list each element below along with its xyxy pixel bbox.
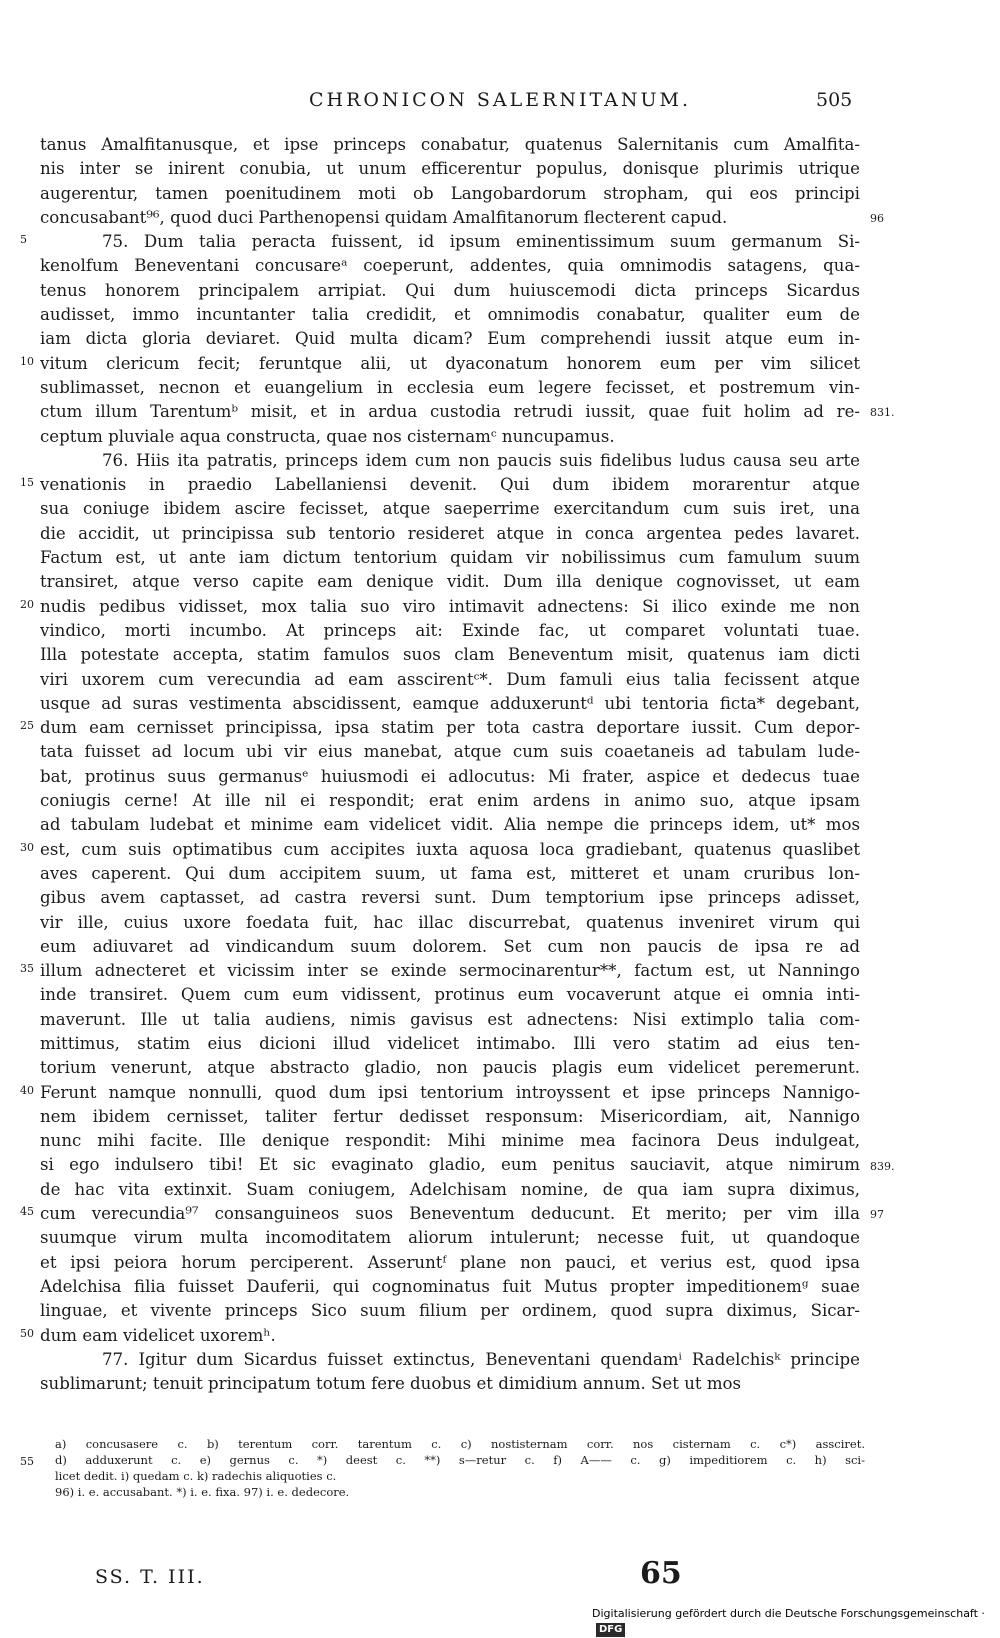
text-line: dum eam cernisset principissa, ipsa statim per tota castra deportare iussit. Cum depor- [40, 718, 860, 738]
text-line: 75. Dum talia peracta fuissent, id ipsum eminentissimum suum germanum Si- [102, 232, 860, 252]
text-line: est, cum suis optimatibus cum accipites iuxta aquosa loca gradiebant, quatenus quaslibet [40, 839, 860, 859]
footnotes [55, 1436, 865, 1500]
main-text [40, 133, 860, 1396]
text-line: nunc mihi facite. Ille denique respondit: Mihi minime mea facinora Deus indulgeat, [40, 1131, 860, 1151]
footnote-line: d) adduxerunt c. e) gernus c. *) deest c. **) s—retur c. f) A—— c. g) impeditiorem c. h) sci- [55, 1453, 865, 1467]
line-number: 25 [20, 719, 34, 733]
text-line: ceptum pluviale aqua constructa, quae nos cisternamᶜ nuncupamus. [40, 426, 615, 446]
text-line: inde transiret. Quem cum eum vidissent, protinus eum vocaverunt atque ei omnia inti- [40, 985, 860, 1005]
text-line: iam dicta gloria deviaret. Quid multa dicam? Eum comprehendi iussit atque eum in- [40, 329, 860, 349]
text-line: sublimasset, necnon et euangelium in ecclesia eum legere fecisset, et postremum vin- [40, 377, 860, 397]
text-line: venationis in praedio Labellaniensi devenit. Qui dum ibidem morarentur atque [40, 475, 860, 495]
text-line: illum adnecteret et vicissim inter se exinde sermocinarentur**, factum est, ut Nanningo [40, 961, 860, 981]
line-number: 15 [20, 476, 34, 490]
footnote-line: licet dedit. i) quedam c. k) radechis aliquoties c. [55, 1469, 337, 1483]
line-number: 30 [20, 840, 34, 854]
text-line: Adelchisa filia fuisset Dauferii, qui cognominatus fuit Mutus propter impeditionemᵍ suae [40, 1276, 860, 1296]
footnote-line: 96) i. e. accusabant. *) i. e. fixa. 97) i. e. dedecore. [55, 1485, 350, 1499]
text-line: eum adiuvaret ad vindicandum suum dolorem. Set cum non paucis de ipsa re ad [40, 936, 860, 956]
text-line: tata fuisset ad locum ubi vir eius manebat, atque cum suis coaetaneis ad tabulam lude- [40, 742, 860, 762]
text-line: torium venerunt, atque abstracto gladio, non paucis plagis eum videlicet peremerunt. [40, 1058, 860, 1078]
text-line: et ipsi peiora horum perciperent. Asseruntᶠ plane non pauci, et verius est, quod ipsa [40, 1252, 860, 1272]
line-number: 50 [20, 1326, 34, 1340]
running-header-title: CHRONICON SALERNITANUM. [308, 89, 692, 111]
page-number: 505 [816, 89, 853, 111]
text-line: de hac vita extinxit. Suam coniugem, Adelchisam nomine, de qua iam supra diximus, [40, 1179, 860, 1199]
text-line: Ferunt namque nonnulli, quod dum ipsi tentorium introyssent et ipse princeps Nannigo- [40, 1082, 860, 1102]
text-line: tanus Amalfitanusque, et ipse princeps conabatur, quatenus Salernitanis cum Amalfita- [40, 135, 860, 154]
text-line: usque ad suras vestimenta abscidissent, eamque adduxeruntᵈ ubi tentoria ficta* degebant, [40, 693, 860, 713]
dfg-credit-text: Digitalisierung gefördert durch die Deutsche Forschungsgemeinschaft · [592, 1607, 985, 1620]
margin-note: 97 [870, 1208, 884, 1222]
text-line: cum verecundia⁹⁷ consanguineos suos Beneventum deducunt. Et merito; per vim illa [40, 1204, 860, 1224]
line-number: 10 [20, 354, 34, 368]
text-line: augerentur, tamen poenitudinem moti ob Langobardorum stropham, qui eos principi [40, 183, 860, 203]
dfg-logo: DFG [596, 1623, 625, 1637]
text-line: bat, protinus suus germanusᵉ huiusmodi ei adlocutus: Mi frater, aspice et dedecus tuae [40, 766, 860, 786]
text-line: nudis pedibus vidisset, mox talia suo viro intimavit adnectens: Si ilico exinde me non [40, 596, 860, 616]
line-number: 5 [20, 233, 27, 247]
margin-note: 831. [870, 406, 895, 420]
text-line: sublimarunt; tenuit principatum totum fere duobus et dimidium annum. Set ut mos [40, 1374, 742, 1394]
text-line: si ego indulsero tibi! Et sic evaginato gladio, eum penitus sauciavit, atque nimirum [40, 1155, 860, 1175]
text-line: maverunt. Ille ut talia audiens, nimis gavisus est adnectens: Nisi extimplo talia com- [40, 1009, 860, 1029]
text-line: Illa potestate accepta, statim famulos suos clam Beneventum misit, quatenus iam dicti [40, 645, 860, 665]
dfg-credit [592, 1606, 1000, 1635]
sheet-number: 65 [640, 1556, 682, 1591]
text-line: nem ibidem cernisset, taliter fertur dedisset responsum: Misericordiam, ait, Nannigo [40, 1106, 860, 1126]
signature-mark: SS. T. III. [95, 1566, 205, 1588]
text-line: mittimus, statim eius dicioni illud videlicet intimabo. Illi vero statim ad eius ten- [40, 1033, 860, 1053]
text-line: gibus avem captasset, ad castra reversi sunt. Dum temptorium ipse princeps adisset, [40, 888, 860, 908]
text-line: ctum illum Tarentumᵇ misit, et in ardua custodia retrudi iussit, quae fuit holim ad re- [40, 402, 860, 422]
text-line: Factum est, ut ante iam dictum tentorium quidam vir nobilissimus cum famulum suum [40, 548, 860, 568]
margin-note: 839. [870, 1159, 895, 1173]
text-line: ad tabulam ludebat et minime eam videlicet vidit. Alia nempe die princeps idem, ut* mos [40, 815, 860, 835]
text-line: aves caperent. Qui dum accipitem suum, ut fama est, mitteret et unam cruribus lon- [40, 863, 860, 883]
text-line: audisset, immo incuntanter talia credidit, et omnimodis conabatur, qualiter eum de [40, 305, 860, 325]
text-line: viri uxorem cum verecundia ad eam asscirentᶜ*. Dum famuli eius talia fecissent atque [40, 669, 860, 689]
line-number: 40 [20, 1083, 34, 1097]
text-line: kenolfum Beneventani concusareᵃ coeperunt, addentes, quia omnimodis satagens, qua- [40, 256, 860, 276]
line-number: 35 [20, 962, 34, 976]
text-line: sua coniuge ibidem ascire fecisset, atque saeperrime exercitandum cum suis iret, una [40, 499, 860, 519]
text-line: vir ille, cuius uxore foedata fuit, hac illac discurrebat, quatenus inveniret virum qui [40, 912, 860, 932]
text-line: coniugis cerne! At ille nil ei respondit; erat enim ardens in animo suo, atque ipsam [40, 791, 860, 811]
text-line: vitum clericum fecit; feruntque alii, ut dyaconatum honorem eum per vim silicet [40, 353, 860, 373]
footnote-line: a) concusasere c. b) terentum corr. tarentum c. c) nostisternam corr. nos cisternam c. c*) assciret. [55, 1437, 865, 1451]
text-line: transiret, atque verso capite eam denique vidit. Dum illa denique cognovisset, ut eam [40, 572, 860, 592]
text-line: die accidit, ut principissa sub tentorio resideret atque in conca argentea pedes lavaret. [40, 523, 860, 543]
text-line: concusabant⁹⁶, quod duci Parthenopensi quidam Amalfitanorum flecterent capud. [40, 207, 728, 227]
text-line: tenus honorem principalem arripiat. Qui dum huiuscemodi dicta princeps Sicardus [40, 280, 860, 300]
text-line: suumque virum multa incomoditatem aliorum intulerunt; necesse fuit, ut quandoque [40, 1228, 860, 1248]
footnote-line-number: 55 [20, 1455, 34, 1468]
margin-note: 96 [870, 211, 884, 225]
text-line: nis inter se inirent conubia, ut unum efficerentur populus, donisque plurimis utrique [40, 159, 860, 179]
text-line: 77. Igitur dum Sicardus fuisset extinctus, Beneventani quendamⁱ Radelchisᵏ principe [102, 1349, 860, 1369]
text-line: linguae, et vivente princeps Sico suum filium per ordinem, quod supra diximus, Sicar- [40, 1301, 860, 1321]
text-line: 76. Hiis ita patratis, princeps idem cum non paucis suis fidelibus ludus causa seu arte [102, 450, 860, 470]
text-line: vindico, morti incumbo. At princeps ait: Exinde fac, ut comparet voluntati tuae. [40, 620, 860, 640]
text-line: dum eam videlicet uxoremʰ. [40, 1325, 276, 1345]
line-number: 20 [20, 597, 34, 611]
line-number: 45 [20, 1205, 34, 1219]
